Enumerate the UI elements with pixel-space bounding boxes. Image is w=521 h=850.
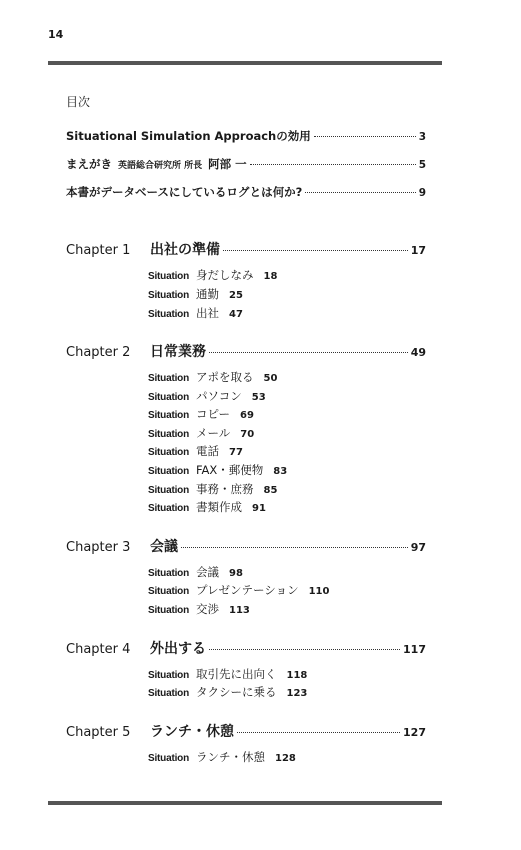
situation-title: 出社 — [195, 306, 219, 320]
situation-item — [148, 388, 266, 404]
dot-leader — [250, 164, 416, 165]
situation-item — [148, 684, 307, 700]
situation-item — [148, 267, 277, 283]
situation-item — [148, 425, 254, 441]
situation-label: Situation — [148, 271, 189, 282]
situation-item — [148, 666, 307, 682]
entry-page: 3 — [418, 131, 426, 143]
situation-title: メール — [195, 426, 231, 440]
toc-entry-effect — [66, 128, 426, 144]
situation-title: 交渉 — [195, 602, 219, 616]
chapter-1-entry — [66, 239, 426, 259]
situation-title: 電話 — [195, 444, 219, 458]
situation-page: 83 — [273, 466, 288, 477]
situation-item — [148, 406, 254, 422]
situation-page: 70 — [240, 429, 255, 440]
page-number: 14 — [48, 28, 64, 41]
chapter-title: 日常業務 — [150, 344, 206, 360]
situation-label: Situation — [148, 586, 189, 597]
situation-page: 128 — [274, 753, 296, 764]
chapter-label: Chapter 1 — [66, 243, 131, 258]
situation-page: 18 — [263, 271, 278, 282]
situation-title: コピー — [195, 407, 231, 421]
situation-item — [148, 499, 266, 515]
situation-title: 書類作成 — [195, 500, 242, 514]
situation-label: Situation — [148, 290, 189, 301]
situation-page: 98 — [228, 568, 243, 579]
situation-label: Situation — [148, 309, 189, 320]
situation-title: 取引先に出向く — [195, 667, 277, 681]
dot-leader — [314, 136, 416, 137]
toc-entry-log — [66, 184, 426, 200]
situation-label: Situation — [148, 753, 189, 764]
situation-title: 事務・庶務 — [195, 482, 254, 496]
chapter-page: 17 — [410, 244, 426, 257]
chapter-title: 会議 — [150, 539, 178, 555]
chapter-label: Chapter 2 — [66, 345, 131, 360]
situation-item — [148, 462, 287, 478]
entry-page: 9 — [418, 187, 426, 199]
chapter-page: 49 — [410, 346, 426, 359]
situation-item — [148, 369, 277, 385]
chapter-4-entry — [66, 638, 426, 658]
chapter-label: Chapter 5 — [66, 725, 131, 740]
entry-affiliation: 英語総合研究所 所長 — [118, 161, 203, 171]
situation-label: Situation — [148, 568, 189, 579]
situation-label: Situation — [148, 392, 189, 403]
situation-page: 85 — [263, 485, 278, 496]
situation-item — [148, 443, 243, 459]
situation-label: Situation — [148, 605, 189, 616]
situation-page: 123 — [286, 688, 308, 699]
situation-label: Situation — [148, 429, 189, 440]
situation-page: 53 — [251, 392, 266, 403]
situation-page: 50 — [263, 373, 278, 384]
situation-label: Situation — [148, 410, 189, 421]
situation-title: ランチ・休憩 — [195, 750, 265, 764]
situation-page: 113 — [228, 605, 250, 616]
chapter-label: Chapter 4 — [66, 642, 131, 657]
chapter-title: 出社の準備 — [150, 242, 220, 258]
toc-heading: 目次 — [66, 95, 91, 109]
situation-item — [148, 564, 243, 580]
entry-title: まえがき — [66, 157, 112, 171]
situation-title: 身だしなみ — [195, 268, 254, 282]
chapter-label: Chapter 3 — [66, 540, 131, 555]
situation-page: 77 — [228, 447, 243, 458]
situation-item — [148, 481, 277, 497]
dot-leader — [237, 732, 400, 733]
situation-title: プレゼンテーション — [195, 583, 299, 597]
entry-title: Situational Simulation Approachの効用 — [66, 129, 311, 143]
top-rule — [48, 61, 442, 65]
situation-page: 91 — [251, 503, 266, 514]
situation-item — [148, 601, 250, 617]
chapter-title: 外出する — [150, 641, 206, 657]
situation-label: Situation — [148, 670, 189, 681]
situation-title: FAX・郵便物 — [195, 463, 264, 477]
entry-page: 5 — [418, 159, 426, 171]
chapter-3-entry — [66, 536, 426, 556]
situation-item — [148, 305, 243, 321]
situation-page: 118 — [286, 670, 308, 681]
dot-leader — [223, 250, 408, 251]
situation-page: 25 — [228, 290, 243, 301]
situation-page: 47 — [228, 309, 243, 320]
situation-title: タクシーに乗る — [195, 685, 277, 699]
toc-entry-preface — [66, 156, 426, 172]
chapter-page: 117 — [403, 643, 426, 656]
dot-leader — [305, 192, 415, 193]
situation-label: Situation — [148, 373, 189, 384]
entry-title: 本書がデータベースにしているログとは何か? — [66, 185, 303, 199]
entry-author: 阿部 一 — [208, 157, 247, 171]
situation-item — [148, 749, 296, 765]
dot-leader — [181, 547, 408, 548]
situation-label: Situation — [148, 447, 189, 458]
situation-title: パソコン — [195, 389, 242, 403]
chapter-2-entry — [66, 341, 426, 361]
chapter-page: 97 — [410, 541, 426, 554]
chapter-5-entry — [66, 721, 426, 741]
situation-label: Situation — [148, 688, 189, 699]
situation-label: Situation — [148, 466, 189, 477]
situation-page: 69 — [240, 410, 254, 421]
dot-leader — [209, 352, 408, 353]
situation-item — [148, 286, 243, 302]
situation-item — [148, 582, 329, 598]
situation-title: アポを取る — [195, 370, 254, 384]
chapter-page: 127 — [403, 726, 426, 739]
situation-label: Situation — [148, 503, 189, 514]
chapter-title: ランチ・休憩 — [150, 724, 234, 740]
bottom-rule — [48, 801, 442, 805]
situation-page: 110 — [308, 586, 330, 597]
situation-title: 会議 — [195, 565, 219, 579]
situation-title: 通勤 — [195, 287, 219, 301]
dot-leader — [209, 649, 400, 650]
situation-label: Situation — [148, 485, 189, 496]
